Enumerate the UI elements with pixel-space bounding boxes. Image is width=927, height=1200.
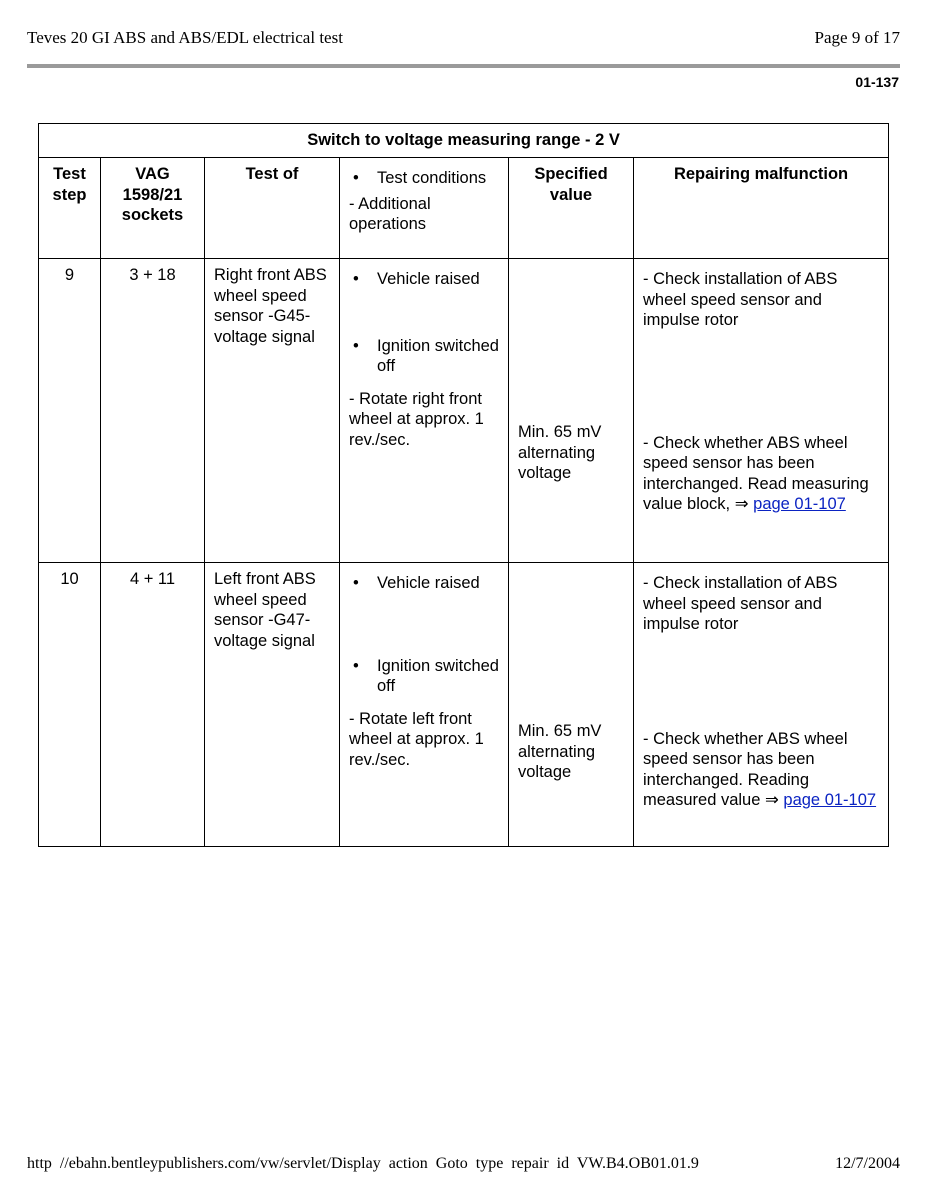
row-repair [634,259,889,563]
col-specified-value: Specified value [509,158,634,259]
row-conditions [340,563,509,847]
row-test-of: Left front ABS wheel speed sensor -G47- voltage signal [205,563,340,847]
col-repairing-malfunction: Repairing malfunction [634,158,889,259]
row-conditions [340,259,509,563]
conditions-bullet: • Test conditions [349,168,499,189]
row-test-of: Right front ABS wheel speed sensor -G45- voltage signal [205,259,340,563]
section-code: 01-137 [855,74,899,90]
row-step: 10 [39,563,101,847]
table-title-row [39,124,889,158]
bullet-icon: • [353,270,359,288]
page-link[interactable]: page 01-107 [783,791,877,809]
col-conditions [340,158,509,259]
row-repair [634,563,889,847]
condition-item: • Vehicle raised [349,573,499,594]
col-test-step: Test step [39,158,101,259]
document-title: Teves 20 GI ABS and ABS/EDL electrical test [27,28,343,47]
row-specified: Min. 65 mV alternating voltage [509,259,634,563]
row-additional: - Rotate right front wheel at approx. 1 rev./sec. [349,389,484,449]
row-sockets: 4 + 11 [101,563,205,847]
row-step: 9 [39,259,101,563]
condition-item: • Vehicle raised [349,269,499,290]
table-row [39,563,889,847]
bullet-icon: • [353,336,359,355]
col-test-of: Test of [205,158,340,259]
repair-step: - Check installation of ABS wheel speed sensor and impulse rotor [643,270,838,329]
footer-date: 12/7/2004 [835,1155,900,1172]
footer-url: http //ebahn.bentleypublishers.com/vw/servlet/Display action Goto type repair id VW.B4.OB01.01.9 [27,1155,699,1172]
header-divider [27,64,900,68]
repair-step: - Check whether ABS wheel speed sensor has been interchanged. Read measuring value block, ⇒ page 01-107 [643,433,869,513]
repair-step: - Check installation of ABS wheel speed sensor and impulse rotor [643,574,838,633]
bullet-icon: • [353,169,359,187]
repair-step: - Check whether ABS wheel speed sensor has been interchanged. Reading measured value ⇒ page 01-107 [643,729,877,809]
page-number: Page 9 of 17 [814,28,900,47]
bullet-icon: • [353,574,359,592]
bullet-icon: • [353,656,359,675]
condition-item: • Ignition switched off [349,336,499,377]
row-specified: Min. 65 mV alternating voltage [509,563,634,847]
col-additional: - Additional operations [349,194,431,233]
electrical-test-table [38,123,889,847]
col-vag-sockets: VAG 1598/21 sockets [101,158,205,259]
table-header-row [39,158,889,259]
row-sockets: 3 + 18 [101,259,205,563]
condition-item: • Ignition switched off [349,656,499,697]
page-link[interactable]: page 01-107 [753,495,846,513]
row-additional: - Rotate left front wheel at approx. 1 rev./sec. [349,709,484,769]
table-row [39,259,889,563]
table-title: Switch to voltage measuring range - 2 V [39,124,889,158]
